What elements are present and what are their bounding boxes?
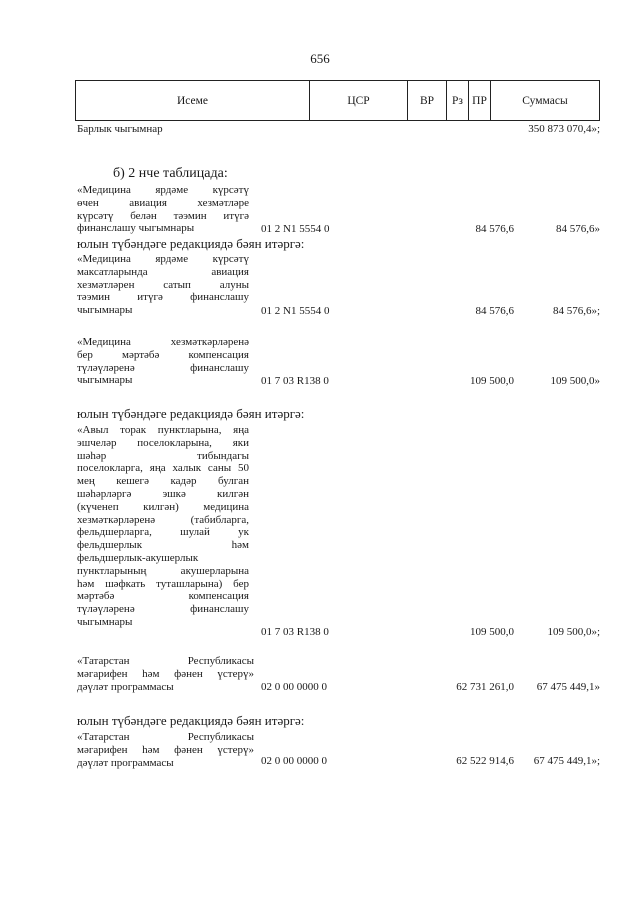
block4-line: фельдшерлык-акушерлык (77, 551, 199, 564)
block1-amount2: 84 576,6» (556, 223, 600, 235)
block4-line: мәртәбә компенсация (77, 590, 249, 603)
block2-line: хезмәтләрен сатып алуны (77, 278, 249, 291)
block3-line: бер мәртәбә компенсация (77, 348, 249, 361)
block5-code: 02 0 00 0000 0 (261, 681, 327, 693)
block3-line: чыгымнары (77, 374, 133, 387)
block5-name (77, 655, 254, 693)
block3-name (77, 336, 249, 387)
block4-amount2: 109 500,0»; (547, 626, 600, 638)
block6-line: «Татарстан Республикасы (77, 731, 254, 743)
block1-name (77, 184, 249, 235)
block4-amount1: 109 500,0 (470, 626, 514, 638)
block4-line: пунктларының акушерларына (77, 564, 249, 577)
block1-line: финанслашу чыгымнары (77, 222, 195, 235)
block1-amount1: 84 576,6 (475, 223, 514, 235)
block4-line: фельдшерларга, шулай ук (77, 526, 249, 539)
block5-amount2: 67 475 449,1» (536, 681, 600, 693)
total-amount: 350 873 070,4»; (528, 123, 600, 135)
block4-line: эшчеләр поселокларына, яки (77, 436, 249, 449)
header-pr: ПР (469, 81, 491, 121)
block2-amount2: 84 576,6»; (552, 305, 600, 317)
block1-line: өчен авиация хезмәтләре (77, 196, 249, 209)
block1-code: 01 2 N1 5554 0 (261, 223, 330, 235)
block4-line: шәһәрләргә эшкә килгән (77, 487, 249, 500)
block4-line: чыгымнары (77, 615, 133, 628)
block4-line: хезмәткәрләренә (табибларга, (77, 513, 249, 526)
header-rz: Рз (447, 81, 469, 121)
block4-code: 01 7 03 R138 0 (261, 626, 329, 638)
block4-line: һәм шәфкать туташларына) бер (77, 577, 249, 590)
block2-code: 01 2 N1 5554 0 (261, 305, 330, 317)
block6-amount1: 62 522 914,6 (456, 755, 514, 767)
block4-line: (күченеп килгән) медицина (77, 500, 249, 513)
block4-line: фельдшерлык һәм (77, 539, 249, 552)
block5-line: мәгарифен һәм фәнен үстерү» (77, 667, 254, 680)
total-label: Барлык чыгымнар (77, 123, 163, 135)
header-amount: Суммасы (491, 81, 600, 121)
replace-heading: юлын түбәндәге редакциядә бәян итәргә: (77, 713, 305, 728)
header-vr: ВР (408, 81, 447, 121)
block1-line: «Медицина ярдәме күрсәтү (77, 184, 249, 196)
block2-line: тәэмин итүгә финанслашу (77, 291, 249, 304)
block5-line: «Татарстан Республикасы (77, 655, 254, 667)
block3-amount2: 109 500,0» (550, 375, 600, 387)
block1-line: күрсәтү белән тәэмин итүгә (77, 209, 249, 222)
block3-amount1: 109 500,0 (470, 375, 514, 387)
header-name: Исеме (76, 81, 310, 121)
table-header (75, 80, 600, 121)
block6-code: 02 0 00 0000 0 (261, 755, 327, 767)
block4-line: «Авыл торак пунктларына, яңа (77, 424, 249, 436)
page-number: 656 (310, 51, 330, 66)
block3-line: «Медицина хезмәткәрләренә (77, 336, 249, 348)
block5-line: дәүләт программасы (77, 680, 174, 693)
block2-line: чыгымнары (77, 304, 133, 317)
block5-amount1: 62 731 261,0 (456, 681, 514, 693)
block6-line: мәгарифен һәм фәнен үстерү» (77, 743, 254, 756)
block4-line: шәһәр тибындагы (77, 449, 249, 462)
block6-name (77, 731, 254, 769)
replace-heading: юлын түбәндәге редакциядә бәян итәргә: (77, 236, 305, 251)
block3-code: 01 7 03 R138 0 (261, 375, 329, 387)
section-heading: б) 2 нче таблицада: (113, 166, 228, 181)
header-csr: ЦСР (310, 81, 408, 121)
block3-line: түләүләренә финанслашу (77, 361, 249, 374)
block4-line: мең кешегә кадәр булган (77, 475, 249, 488)
block2-amount1: 84 576,6 (475, 305, 514, 317)
block2-line: максатларында авиация (77, 265, 249, 278)
block4-name (77, 424, 249, 629)
block6-line: дәүләт программасы (77, 756, 174, 769)
block6-amount2: 67 475 449,1»; (533, 755, 600, 767)
block2-line: «Медицина ярдәме күрсәтү (77, 253, 249, 265)
replace-heading: юлын түбәндәге редакциядә бәян итәргә: (77, 406, 305, 421)
block2-name (77, 253, 249, 317)
block4-line: поселокларга, яңа халык саны 50 (77, 462, 249, 475)
block4-line: түләүләренә финанслашу (77, 603, 249, 616)
